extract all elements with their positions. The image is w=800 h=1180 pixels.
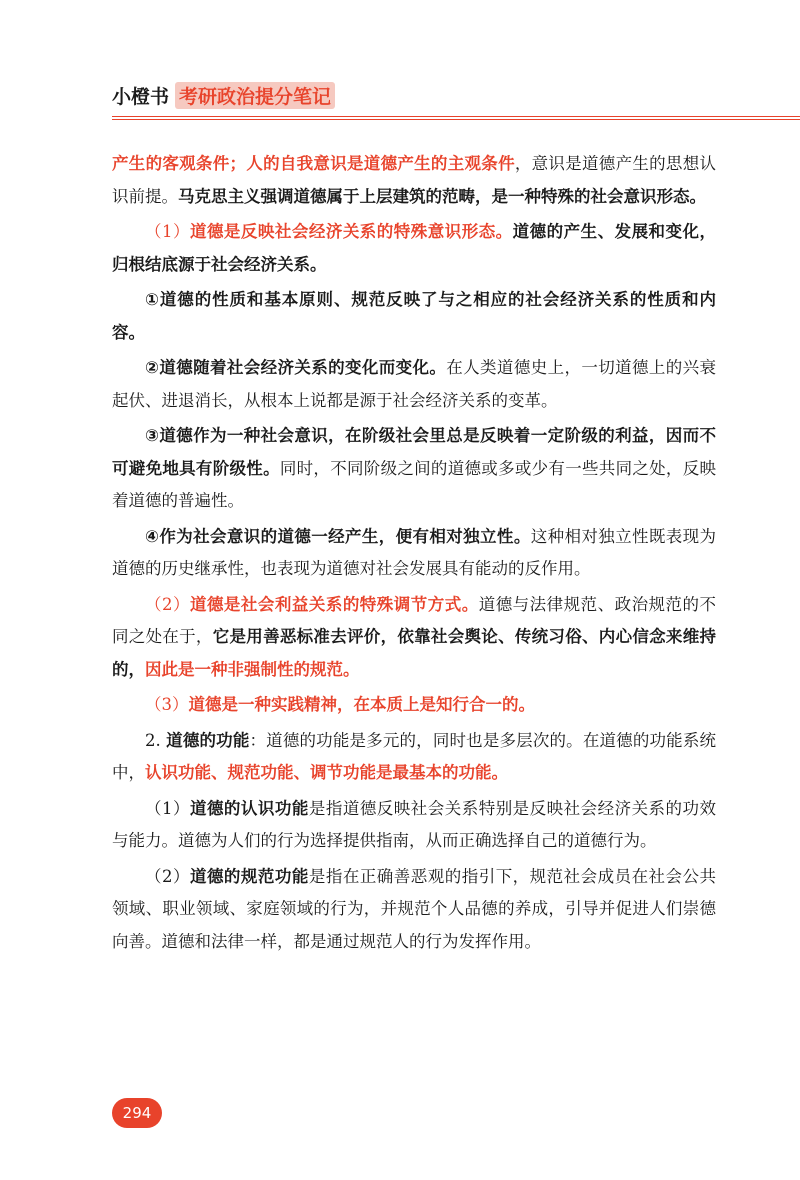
- paragraph-10: [112, 793, 716, 858]
- p7-red-2: 因此是一种非强制性的规范。: [145, 659, 360, 679]
- p4-bold: ②道德随着社会经济关系的变化而变化。: [145, 358, 447, 377]
- p4-plain: 在人类道德史上，一切道德上的兴衰起伏、进退消长，从根本上说都是源于社会经济关系的变革。: [112, 358, 716, 410]
- book-brand: 小橙书: [112, 86, 170, 108]
- p8-num: （3）: [145, 695, 189, 714]
- p6-plain: 这种相对独立性既表现为道德的历史继承性，也表现为道德对社会发展具有能动的反作用。: [112, 526, 716, 578]
- p8-red-2: 在本质上是知行合一的。: [353, 695, 535, 714]
- paragraph-8: [112, 689, 716, 722]
- paragraph-3: [112, 284, 716, 349]
- p8-red: 道德是一种实践精神，: [188, 695, 354, 714]
- page-body: [112, 148, 716, 961]
- p2-bold: 道德的产生、发展和变化，归根结底源于社会经济关系。: [112, 222, 717, 274]
- p9-plain: ：道德的功能是多元的，同时也是多层次的。在道德的功能系统中，: [112, 730, 717, 782]
- paragraph-2: [112, 216, 716, 281]
- paragraph-5: [112, 420, 716, 518]
- header-divider: [112, 116, 800, 117]
- p7-red: 道德是社会利益关系的特殊调节方式。: [189, 594, 479, 614]
- paragraph-1: [112, 148, 716, 213]
- p5-bold: ③道德作为一种社会意识，在阶级社会里总是反映着一定阶级的利益，因而不可避免地具有阶级性。: [112, 426, 716, 478]
- p11-plain: 是指在正确善恶观的指引下，规范社会成员在社会公共领域、职业领域、家庭领域的行为，并规范个人品德的养成，引导并促进人们崇德向善。道德和法律一样，都是通过规范人的行为发挥作用。: [112, 866, 717, 951]
- p10-bold: 道德的认识功能: [189, 798, 309, 818]
- p1-plain: ，意识是道德产生的思想认识前提。: [112, 154, 717, 206]
- paragraph-4: [112, 352, 716, 417]
- p11-bold: 道德的规范功能: [189, 866, 309, 886]
- p7-bold: 它是用善恶标准去评价，依靠社会舆论、传统习俗、内心信念来维持的，: [112, 627, 717, 679]
- p5-plain: 同时，不同阶级之间的道德或多或少有一些共同之处，反映着道德的普遍性。: [112, 458, 717, 510]
- p9-bold: 道德的功能: [166, 730, 250, 750]
- p1-red-2: 人的自我意识是道德产生的主观条件: [246, 154, 515, 173]
- p1-bold: 马克思主义强调道德属于上层建筑的范畴，是一种特殊的社会意识形态。: [178, 186, 706, 206]
- page-number-badge: 294: [112, 1098, 162, 1128]
- book-subtitle: 考研政治提分笔记: [175, 82, 335, 109]
- p7-plain: 道德与法律规范、政治规范的不同之处在于，: [112, 594, 717, 646]
- paragraph-11: [112, 861, 716, 959]
- p2-red: 道德是反映社会经济关系的特殊意识形态。: [189, 222, 513, 241]
- p3-bold: ①道德的性质和基本原则、规范反映了与之相应的社会经济关系的性质和内容。: [112, 290, 716, 342]
- p11-num: （2）: [145, 866, 190, 886]
- p6-bold: ④作为社会意识的道德一经产生，便有相对独立性。: [145, 526, 531, 546]
- p9-red: 认识功能、规范功能、调节功能是最基本的功能。: [145, 763, 508, 782]
- paragraph-6: [112, 521, 716, 586]
- p2-num: （1）: [145, 222, 190, 241]
- p1-red-1: 产生的客观条件；: [112, 154, 246, 173]
- paragraph-9: [112, 725, 716, 790]
- paragraph-7: [112, 589, 716, 687]
- header-divider-secondary: [112, 119, 800, 120]
- p10-num: （1）: [145, 798, 190, 818]
- page-header: [112, 82, 335, 109]
- p10-plain: 是指道德反映社会关系特别是反映社会经济关系的功效与能力。道德为人们的行为选择提供指南，从而正确选择自己的道德行为。: [112, 798, 717, 850]
- p7-num: （2）: [145, 594, 190, 614]
- p9-num: 2.: [145, 730, 167, 750]
